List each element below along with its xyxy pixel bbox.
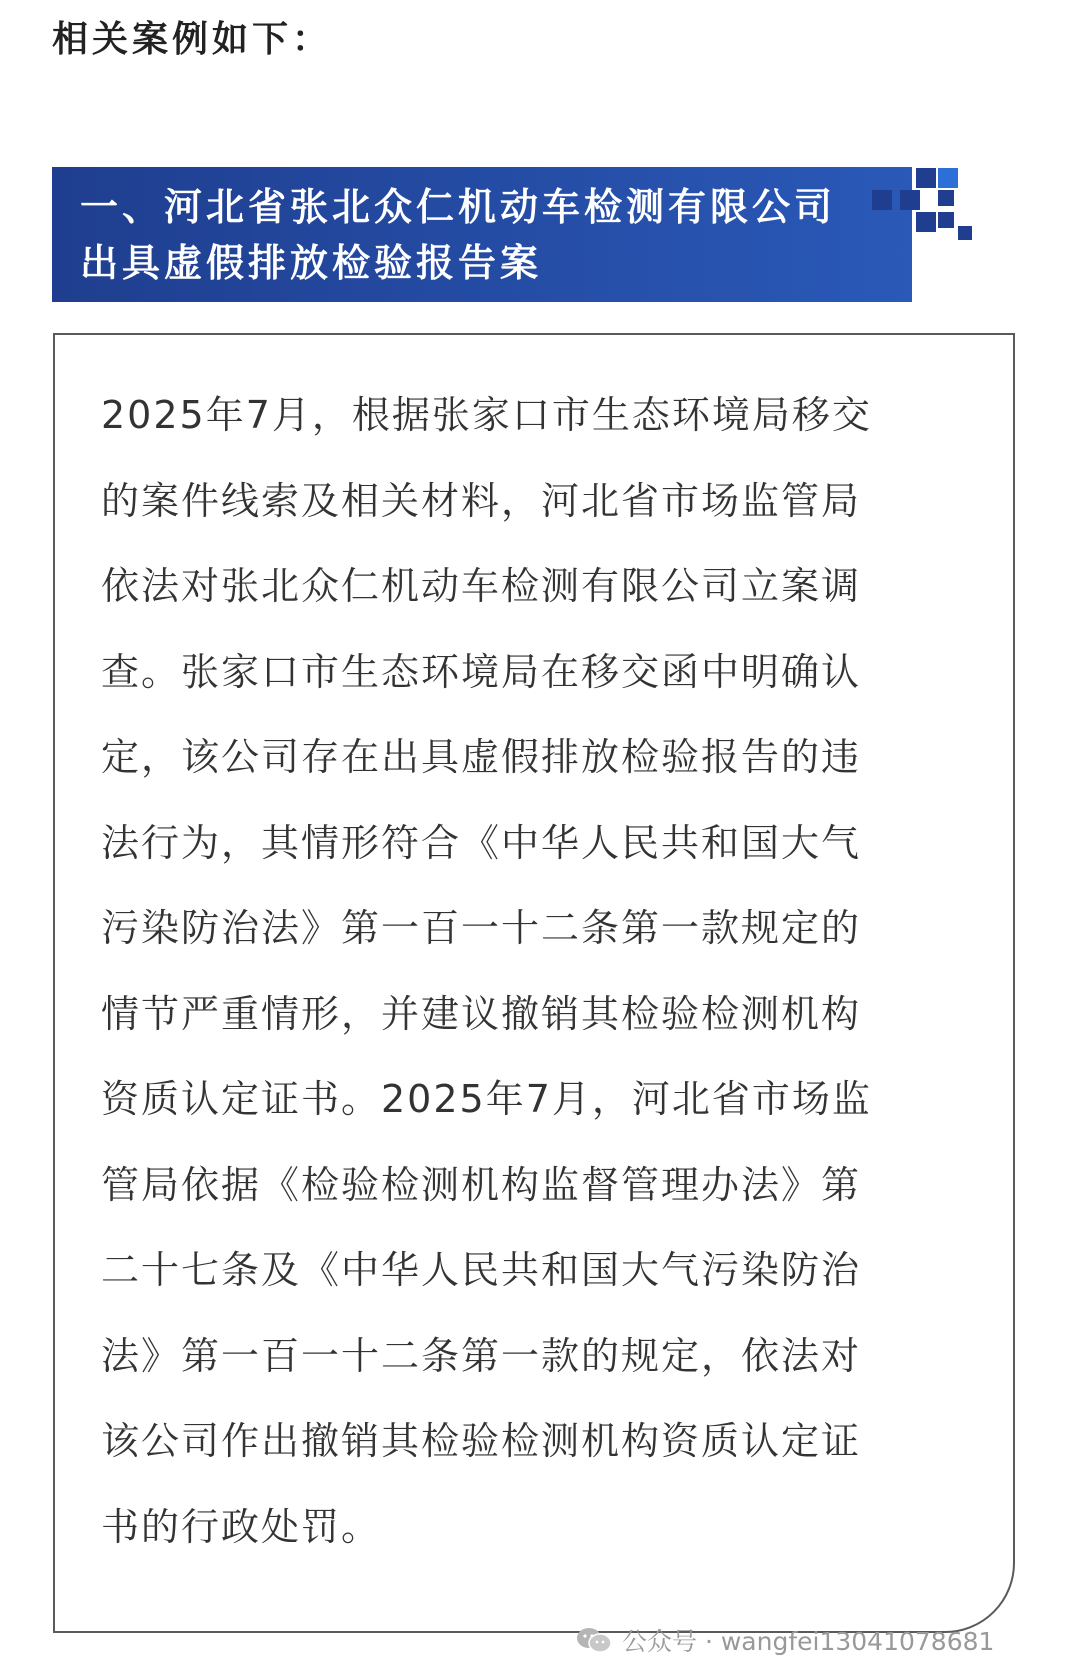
case-description <box>101 373 971 1570</box>
watermark-text: 公众号 · wangfei13041078681 <box>622 1627 995 1656</box>
text-line: 管局依据《检验检测机构监督管理办法》第 <box>101 1162 862 1207</box>
wechat-icon <box>576 1627 612 1653</box>
text-line: 该公司作出撤销其检验检测机构资质认定证 <box>101 1419 862 1463</box>
case-content-card <box>53 333 1015 1633</box>
watermark <box>576 1620 994 1660</box>
text-line: 污染防治法》第一百一十二条第一款规定的 <box>101 906 862 950</box>
text-line: 资质认定证书。2025年7月，河北省市场监 <box>101 1077 872 1121</box>
text-line: 定，该公司存在出具虚假排放检验报告的违 <box>101 735 862 779</box>
text-line: 书的行政处罚。 <box>101 1504 382 1549</box>
text-line: 2025年7月，根据张家口市生态环境局移交 <box>101 393 872 437</box>
text-line: 情节严重情形，并建议撤销其检验检测机构 <box>101 991 862 1036</box>
text-line: 法行为，其情形符合《中华人民共和国大气 <box>101 820 862 865</box>
case-title-banner <box>52 167 912 302</box>
case-title-line: 一、河北省张北众仁机动车检测有限公司 <box>80 185 837 229</box>
case-title-line: 出具虚假排放检验报告案 <box>80 241 543 285</box>
case-title <box>80 179 900 291</box>
text-line: 二十七条及《中华人民共和国大气污染防治 <box>101 1248 862 1292</box>
text-line: 依法对张北众仁机动车检测有限公司立案调 <box>101 564 862 608</box>
intro-heading: 相关案例如下： <box>52 19 333 60</box>
text-line: 法》第一百一十二条第一款的规定，依法对 <box>101 1333 862 1378</box>
text-line: 的案件线索及相关材料，河北省市场监管局 <box>101 478 862 523</box>
text-line: 查。张家口市生态环境局在移交函中明确认 <box>101 649 862 694</box>
